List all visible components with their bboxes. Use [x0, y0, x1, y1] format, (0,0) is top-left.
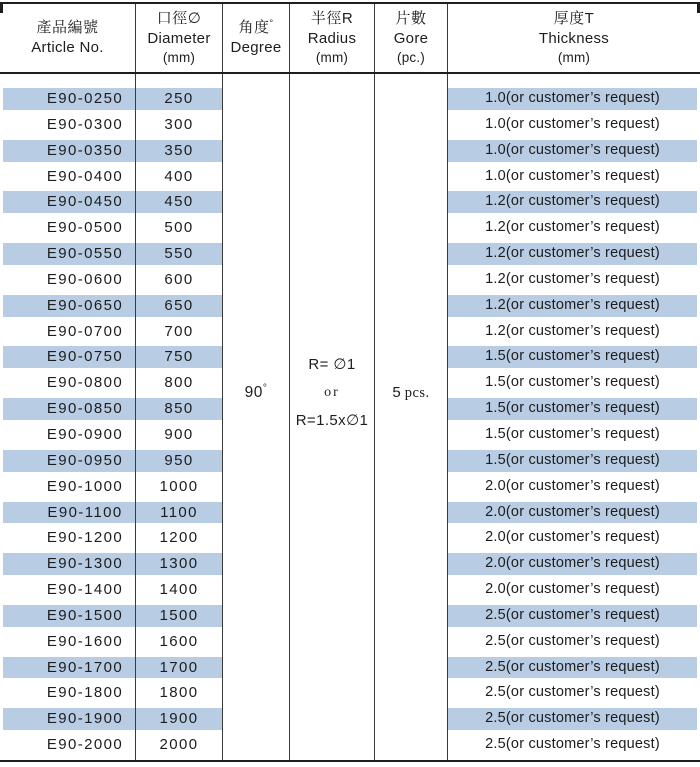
article-cell: E90-1600	[46, 632, 124, 650]
thickness-cell: 1.2(or customer’s request)	[485, 322, 660, 339]
radius-line-3: R=1.5x∅1	[295, 412, 369, 429]
diameter-cell: 250	[136, 86, 222, 112]
gore-column	[375, 74, 448, 760]
diameter-cell: 1000	[159, 477, 199, 495]
article-cell: E90-0550	[3, 241, 135, 267]
radius-line-1: R= ∅1	[308, 356, 356, 373]
diameter-cell: 1500	[136, 603, 222, 629]
diameter-cell: 400	[164, 167, 194, 185]
diameter-cell: 700	[164, 322, 194, 340]
degree-symbol: °	[262, 382, 268, 394]
article-cell: E90-0750	[3, 344, 135, 370]
thickness-cell: 1.2(or customer’s request)	[448, 241, 697, 267]
thickness-cell: 2.0(or customer’s request)	[485, 581, 660, 598]
thickness-cell: 2.5(or customer’s request)	[485, 736, 660, 753]
thickness-cell: 1.0(or customer’s request)	[448, 86, 697, 112]
header-gore-zh: 片數	[395, 9, 427, 27]
diameter-cell: 1300	[136, 551, 222, 577]
header-diameter-en: Diameter	[147, 29, 211, 47]
radius-column	[290, 74, 375, 760]
header-thickness-unit: (mm)	[557, 50, 591, 66]
degree-cell: 90°	[244, 382, 268, 401]
diameter-cell: 550	[136, 241, 222, 267]
thickness-cell: 2.5(or customer’s request)	[448, 706, 697, 732]
header-article-zh: 產品編號	[36, 18, 99, 36]
thickness-column	[448, 74, 700, 760]
article-cell: E90-1400	[46, 581, 124, 599]
header-thickness-en: Thickness	[538, 29, 610, 47]
diameter-column	[136, 74, 223, 760]
article-cell: E90-0250	[3, 86, 135, 112]
diameter-cell: 850	[136, 396, 222, 422]
diameter-cell: 650	[136, 293, 222, 319]
thickness-cell: 1.5(or customer’s request)	[448, 448, 697, 474]
article-cell: E90-0500	[46, 219, 124, 237]
article-cell: E90-2000	[46, 736, 124, 754]
diameter-cell: 900	[164, 425, 194, 443]
diameter-cell: 600	[164, 270, 194, 288]
header-radius-en: Radius	[307, 29, 357, 47]
thickness-cell: 2.0(or customer’s request)	[485, 529, 660, 546]
article-cell: E90-1700	[3, 655, 135, 681]
article-cell: E90-1300	[3, 551, 135, 577]
diameter-cell: 1100	[136, 500, 222, 526]
diameter-cell: 2000	[159, 736, 199, 754]
diameter-cell: 1900	[136, 706, 222, 732]
article-cell: E90-1800	[46, 684, 124, 702]
table-corner-mark-left	[0, 2, 3, 13]
header-gore	[375, 4, 448, 72]
header-diameter-unit: (mm)	[162, 50, 196, 66]
diameter-cell: 350	[136, 138, 222, 164]
thickness-cell: 1.5(or customer’s request)	[448, 396, 697, 422]
header-diameter-zh: 口徑∅	[156, 9, 202, 27]
table-bottom-border	[0, 760, 700, 762]
header-radius-unit: (mm)	[315, 50, 349, 66]
header-diameter	[136, 4, 223, 72]
article-cell: E90-1000	[46, 477, 124, 495]
thickness-cell: 2.5(or customer’s request)	[448, 603, 697, 629]
thickness-cell: 1.2(or customer’s request)	[448, 189, 697, 215]
header-radius	[290, 4, 375, 72]
article-cell: E90-1200	[46, 529, 124, 547]
header-gore-en: Gore	[393, 29, 429, 47]
article-cell: E90-0650	[3, 293, 135, 319]
thickness-cell: 1.0(or customer’s request)	[485, 115, 660, 132]
article-cell: E90-0850	[3, 396, 135, 422]
article-cell: E90-1900	[3, 706, 135, 732]
article-cell: E90-0350	[3, 138, 135, 164]
thickness-cell: 1.2(or customer’s request)	[485, 219, 660, 236]
article-cell: E90-0900	[46, 425, 124, 443]
gore-cell: 5 pcs.	[392, 384, 430, 401]
header-gore-unit: (pc.)	[397, 50, 425, 66]
diameter-cell: 750	[136, 344, 222, 370]
thickness-cell: 1.5(or customer’s request)	[448, 344, 697, 370]
header-article-no	[0, 4, 136, 72]
thickness-cell: 2.0(or customer’s request)	[485, 477, 660, 494]
thickness-cell: 2.5(or customer’s request)	[485, 632, 660, 649]
header-thickness	[448, 4, 700, 72]
header-thickness-zh: 厚度T	[553, 9, 595, 27]
article-cell: E90-0600	[46, 270, 124, 288]
diameter-symbol: ∅	[187, 9, 202, 27]
diameter-cell: 1200	[159, 529, 199, 547]
thickness-cell: 2.5(or customer’s request)	[485, 684, 660, 701]
article-cell: E90-1100	[3, 500, 135, 526]
radius-cell	[296, 351, 369, 435]
header-degree-en: Degree	[230, 39, 282, 56]
thickness-cell: 1.5(or customer’s request)	[485, 425, 660, 442]
thickness-cell: 2.5(or customer’s request)	[448, 655, 697, 681]
diameter-cell: 1700	[136, 655, 222, 681]
diameter-cell: 800	[164, 374, 194, 392]
header-degree-zh: 角度°	[238, 17, 274, 36]
diameter-cell: 500	[164, 219, 194, 237]
thickness-cell: 1.0(or customer’s request)	[448, 138, 697, 164]
gore-unit: pcs.	[404, 385, 430, 401]
table-header	[0, 2, 700, 74]
thickness-cell: 2.0(or customer’s request)	[448, 500, 697, 526]
article-cell: E90-0450	[3, 189, 135, 215]
article-cell: E90-0950	[3, 448, 135, 474]
diameter-cell: 1600	[159, 632, 199, 650]
diameter-cell: 1400	[159, 581, 199, 599]
radius-line-2: or	[324, 385, 340, 400]
article-cell: E90-0400	[46, 167, 124, 185]
thickness-cell: 1.5(or customer’s request)	[485, 374, 660, 391]
diameter-cell: 450	[136, 189, 222, 215]
diameter-cell: 1800	[159, 684, 199, 702]
diameter-cell: 300	[164, 115, 194, 133]
header-article-en: Article No.	[31, 39, 104, 56]
header-degree	[223, 4, 290, 72]
article-cell: E90-1500	[3, 603, 135, 629]
table-body	[0, 74, 700, 760]
thickness-cell: 1.2(or customer’s request)	[448, 293, 697, 319]
degree-symbol: °	[269, 17, 274, 28]
article-cell: E90-0300	[46, 115, 124, 133]
diameter-symbol: ∅	[346, 412, 360, 429]
article-cell: E90-0800	[46, 374, 124, 392]
thickness-cell: 1.2(or customer’s request)	[485, 270, 660, 287]
degree-column	[223, 74, 290, 760]
thickness-cell: 2.0(or customer’s request)	[448, 551, 697, 577]
article-cell: E90-0700	[46, 322, 124, 340]
diameter-symbol: ∅	[333, 356, 347, 373]
article-column	[0, 74, 136, 760]
thickness-cell: 1.0(or customer’s request)	[485, 167, 660, 184]
header-radius-zh: 半徑R	[310, 9, 354, 27]
diameter-cell: 950	[136, 448, 222, 474]
